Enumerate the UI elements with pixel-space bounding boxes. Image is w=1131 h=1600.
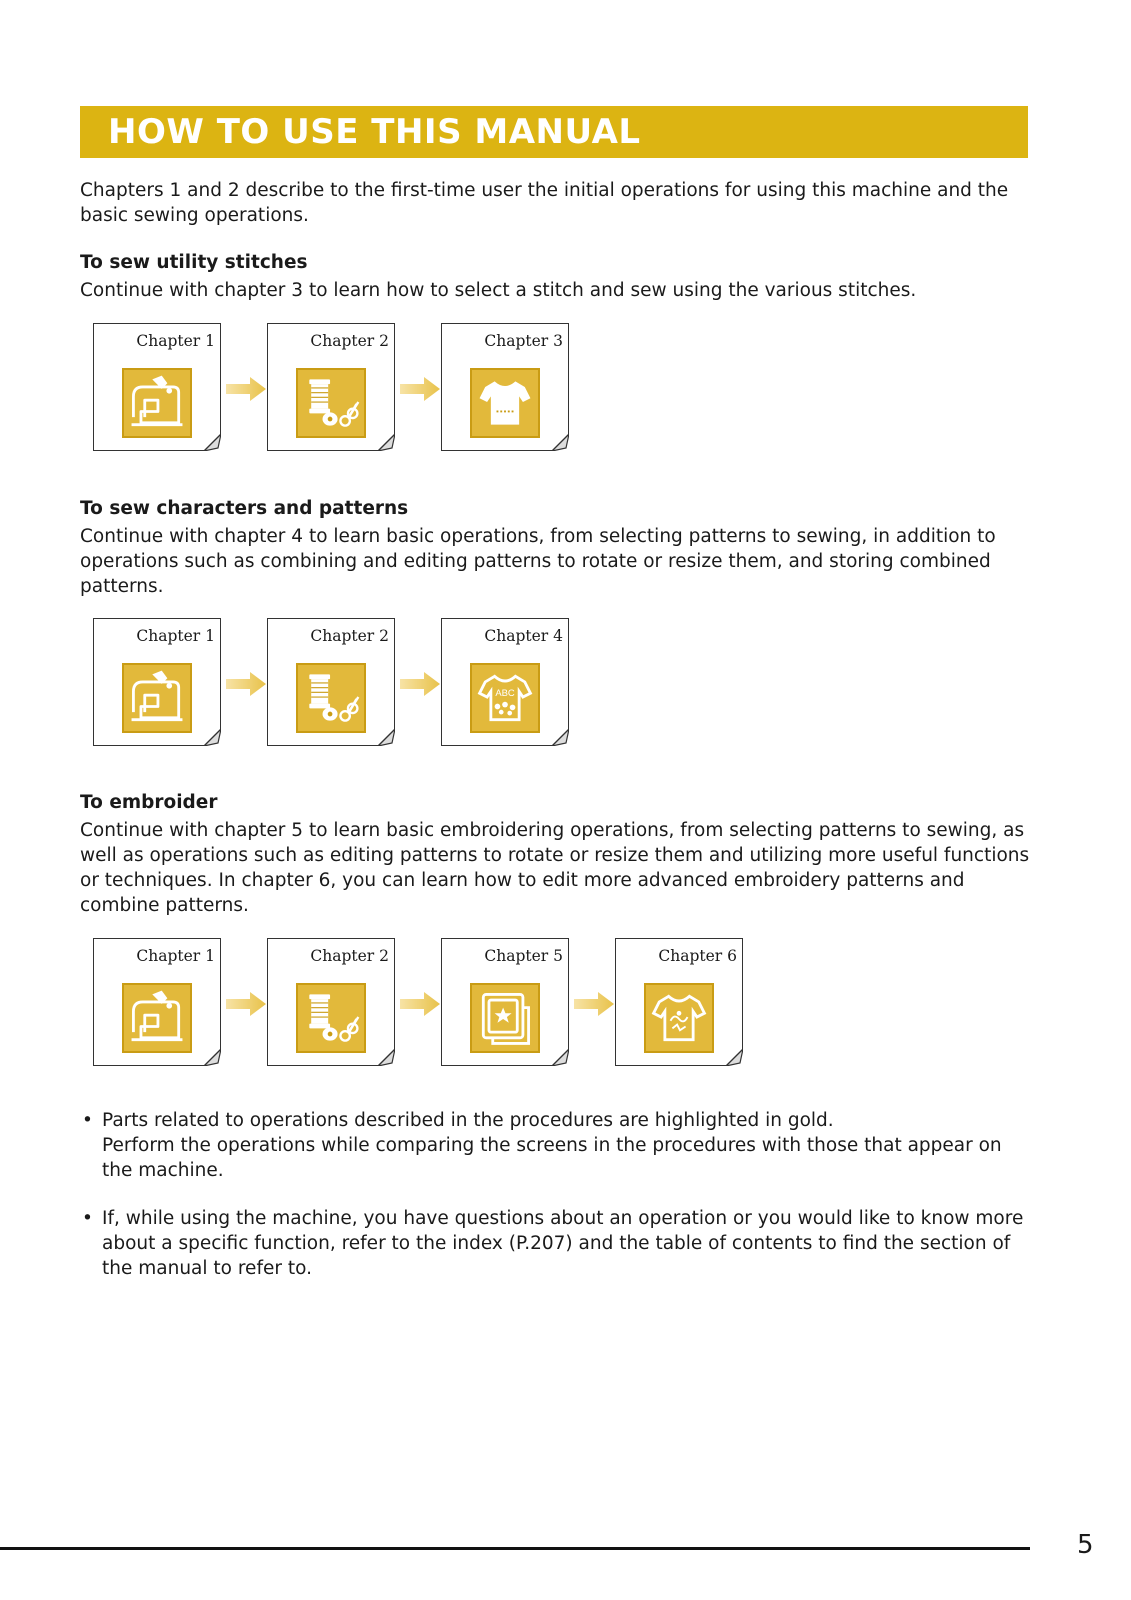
section-heading-utility: To sew utility stitches xyxy=(80,252,308,273)
chapter-label: Chapter 1 xyxy=(136,332,215,350)
arrow-right-icon xyxy=(400,670,440,698)
arrow-right-icon xyxy=(400,375,440,403)
page-number: 5 xyxy=(1077,1530,1094,1560)
embroidery-frame-icon xyxy=(470,983,540,1053)
page-fold-icon xyxy=(552,434,569,451)
arrow-right-icon xyxy=(226,670,266,698)
page-fold-icon xyxy=(378,729,395,746)
chapter-label: Chapter 2 xyxy=(310,627,389,645)
chapter-card xyxy=(441,618,569,746)
tshirt-embroidery-icon xyxy=(644,983,714,1053)
section-heading-embroider: To embroider xyxy=(80,792,218,813)
page-fold-icon xyxy=(552,1049,569,1066)
bullet-icon: • xyxy=(82,1110,93,1131)
chapter-label: Chapter 3 xyxy=(484,332,563,350)
thread-spool-scissors-icon xyxy=(296,663,366,733)
note-text: If, while using the machine, you have questions about an operation or you would like to know more about a specific function, refer to the index (P.207) and the table of contents to find the section of the manual to refer to. xyxy=(102,1208,1024,1279)
page-fold-icon xyxy=(378,434,395,451)
chapter-label: Chapter 6 xyxy=(658,947,737,965)
note-text: Perform the operations while comparing the screens in the procedures with those that appear on the machine. xyxy=(102,1135,1002,1181)
section-text-characters: Continue with chapter 4 to learn basic operations, from selecting patterns to sewing, in addition to operations such as combining and editing patterns to rotate or resize them, and storing combined patterns. xyxy=(80,526,996,597)
thread-spool-scissors-icon xyxy=(296,983,366,1053)
chapter-label: Chapter 1 xyxy=(136,947,215,965)
notes-list xyxy=(80,1108,1030,1304)
chapter-flow-utility xyxy=(93,323,793,455)
arrow-right-icon xyxy=(400,990,440,1018)
page-fold-icon xyxy=(204,434,221,451)
chapter-card xyxy=(441,938,569,1066)
thread-spool-scissors-icon xyxy=(296,368,366,438)
tshirt-abc-icon xyxy=(470,663,540,733)
section-text-utility: Continue with chapter 3 to learn how to select a stitch and sew using the various stitches. xyxy=(80,280,917,301)
tshirt-stitch-icon xyxy=(470,368,540,438)
chapter-card xyxy=(93,938,221,1066)
arrow-right-icon xyxy=(226,375,266,403)
svg-text:ABC: ABC xyxy=(495,687,515,699)
arrow-right-icon xyxy=(574,990,614,1018)
chapter-label: Chapter 2 xyxy=(310,332,389,350)
chapter-card xyxy=(267,618,395,746)
chapter-card xyxy=(441,323,569,451)
chapter-card xyxy=(267,323,395,451)
section-heading-characters: To sew characters and patterns xyxy=(80,498,409,519)
sewing-machine-icon xyxy=(122,983,192,1053)
chapter-label: Chapter 1 xyxy=(136,627,215,645)
chapter-label: Chapter 5 xyxy=(484,947,563,965)
chapter-card xyxy=(93,323,221,451)
note-text: Parts related to operations described in the procedures are highlighted in gold. xyxy=(102,1110,834,1131)
chapter-card xyxy=(267,938,395,1066)
page-fold-icon xyxy=(204,1049,221,1066)
page-fold-icon xyxy=(552,729,569,746)
chapter-card xyxy=(615,938,743,1066)
footer-rule xyxy=(0,1547,1030,1550)
sewing-machine-icon xyxy=(122,368,192,438)
chapter-flow-embroider xyxy=(93,938,793,1070)
chapter-flow-characters xyxy=(93,618,793,750)
page-title: HOW TO USE THIS MANUAL xyxy=(108,112,641,152)
note-item xyxy=(80,1108,1030,1183)
page-fold-icon xyxy=(204,729,221,746)
chapter-label: Chapter 2 xyxy=(310,947,389,965)
arrow-right-icon xyxy=(226,990,266,1018)
page-fold-icon xyxy=(378,1049,395,1066)
chapter-card xyxy=(93,618,221,746)
page-fold-icon xyxy=(726,1049,743,1066)
bullet-icon: • xyxy=(82,1208,93,1229)
chapter-label: Chapter 4 xyxy=(484,627,563,645)
title-bar xyxy=(80,106,1028,158)
section-text-embroider: Continue with chapter 5 to learn basic embroidering operations, from selecting patterns to sewing, as well as operations such as editing patterns to rotate or resize them and utilizing more useful functions or techniques. In chapter 6, you can learn how to edit more advanced embroidery patterns and combine patterns. xyxy=(80,820,1030,916)
note-item xyxy=(80,1206,1030,1281)
sewing-machine-icon xyxy=(122,663,192,733)
intro-text: Chapters 1 and 2 describe to the first-time user the initial operations for using this machine and the basic sewing operations. xyxy=(80,180,1009,226)
